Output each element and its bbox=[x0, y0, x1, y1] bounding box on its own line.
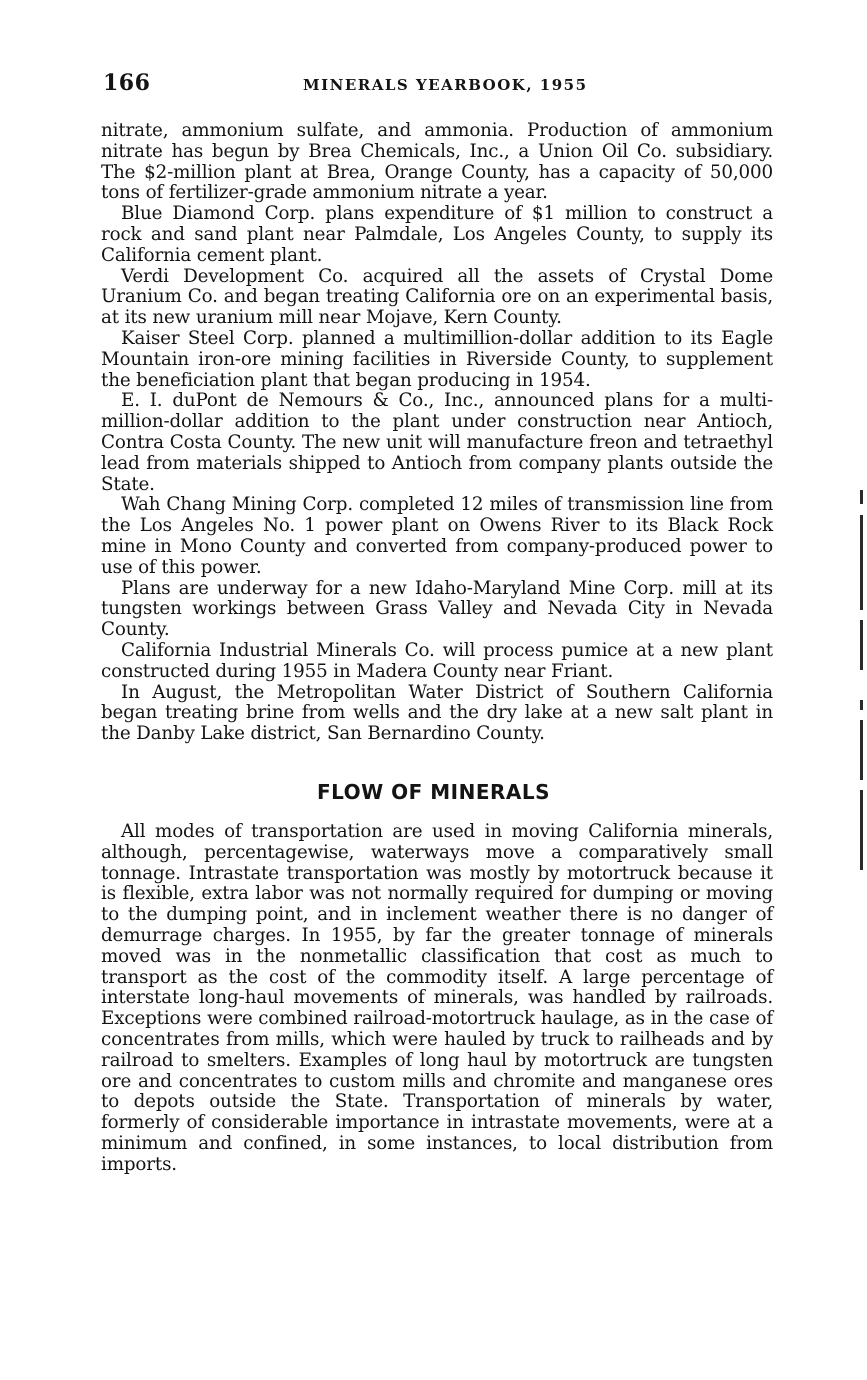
scan-edge-mark bbox=[860, 620, 863, 670]
body-text-bottom bbox=[101, 822, 773, 1176]
paragraph-idaho-maryland: Plans are underway for a new Idaho-Maryland Mine Corp. mill at its tungsten workings between Grass Valley and Nevada City in Nevada County. bbox=[101, 577, 773, 641]
section-heading: FLOW OF MINERALS bbox=[316, 780, 551, 804]
paragraph-ammonium-nitrate: nitrate, ammonium sulfate, and ammonia. Production of ammonium nitrate has begun by Brea Chemicals, Inc., a Union Oil Co. subsidiary. The $2-million plant at Brea, Orange County, has a capacity of 50,000 tons of fertilizer-grade ammonium nitrate a year. bbox=[101, 120, 773, 204]
scan-edge-mark bbox=[860, 515, 863, 610]
paragraph-flow-of-minerals: All modes of transportation are used in moving California minerals, although, percentagewise, waterways move a comparatively small tonnage. Intrastate transportation was mostly by motortruck because it is flexible, extra labor was not normally required for dumping or moving to the dumping point, and in inclement weather there is no danger of demurrage charges. In 1955, by far the greater tonnage of minerals moved was in the nonmetallic classification that cost as much to transport as the cost of the commodity itself. A large percentage of interstate long-haul movements of minerals, was handled by railroads. Exceptions were combined railroad-motortruck haulage, as in the case of concentrates from mills, which were hauled by truck to railheads and by railroad to smelters. Examples of long haul by motortruck are tungsten ore and concentrates to custom mills and chromite and manganese ores to depots outside the State. Transportation of minerals by water, formerly of considerable importance in intrastate movements, were at a minimum and confined, in some instances, to local distribution from imports. bbox=[101, 821, 773, 1175]
paragraph-verdi-development: Verdi Development Co. acquired all the assets of Crystal Dome Uranium Co. and began treating California ore on an experimental basis, at its new uranium mill near Mojave, Kern County. bbox=[101, 265, 773, 329]
paragraph-kaiser-steel: Kaiser Steel Corp. planned a multimillion-dollar addition to its Eagle Mountain iron-ore mining facilities in Riverside County, to supplement the beneficiation plant that began producing in 1954. bbox=[101, 327, 773, 391]
running-title: MINERALS YEARBOOK, 1955 bbox=[303, 76, 588, 94]
page-header bbox=[103, 70, 775, 100]
paragraph-blue-diamond: Blue Diamond Corp. plans expenditure of $1 million to construct a rock and sand plant near Palmdale, Los Angeles County, to supply its California cement plant. bbox=[101, 203, 773, 266]
scan-edge-mark bbox=[860, 700, 863, 710]
paragraph-metropolitan-water: In August, the Metropolitan Water District of Southern California began treating brine from wells and the dry lake at a new salt plant in the Danby Lake district, San Bernardino County. bbox=[101, 681, 773, 745]
body-text-top bbox=[101, 121, 773, 745]
scan-edge-mark bbox=[860, 490, 863, 504]
paragraph-california-industrial: California Industrial Minerals Co. will process pumice at a new plant constructed during 1955 in Madera County near Friant. bbox=[101, 639, 773, 682]
page-number: 166 bbox=[103, 70, 151, 96]
scan-edge-mark bbox=[860, 720, 863, 780]
scan-edge-mark bbox=[860, 790, 863, 870]
paragraph-dupont: E. I. duPont de Nemours & Co., Inc., announced plans for a multi-million-dollar addition to the plant under construction near Antioch, Contra Costa County. The new unit will manufacture freon and tetraethyl lead from materials shipped to Antioch from company plants outside the State. bbox=[101, 390, 773, 495]
paragraph-wah-chang: Wah Chang Mining Corp. completed 12 miles of transmission line from the Los Angeles No. 1 power plant on Owens River to its Black Rock mine in Mono County and converted from company-produced power to use of this power. bbox=[101, 494, 773, 578]
